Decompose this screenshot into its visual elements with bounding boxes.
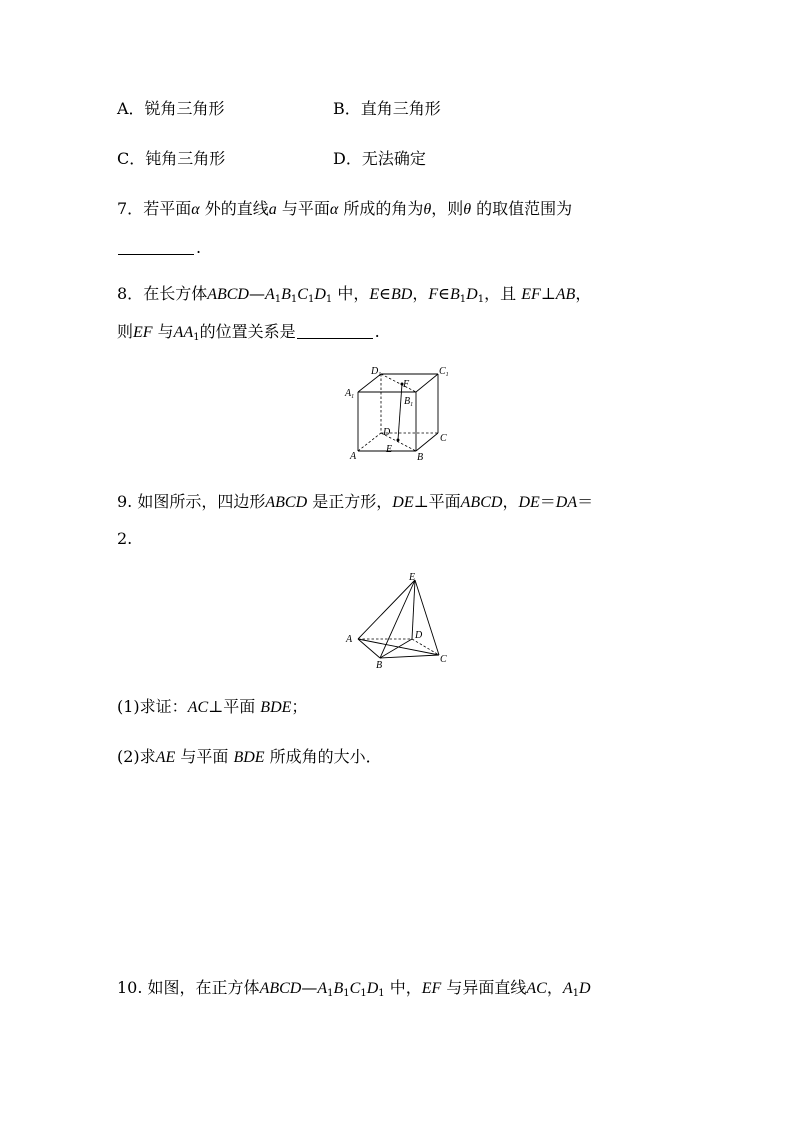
- label-F: F: [403, 379, 410, 390]
- label-C: C: [440, 433, 447, 444]
- label-B: B: [417, 452, 424, 463]
- q9-line2: 2.: [117, 529, 133, 548]
- label-C1: $C_1$: [439, 366, 449, 378]
- label-E: E: [409, 572, 416, 583]
- label-D: D: [415, 630, 423, 641]
- q6-option-c: C．钝角三角形: [117, 149, 226, 168]
- label-D: D: [383, 427, 391, 438]
- label-B1: $B_1$: [404, 396, 414, 408]
- answer-blank: [118, 240, 194, 255]
- label-A1: $A_1$: [345, 388, 355, 400]
- pyramid-figure: [340, 568, 460, 672]
- q10-line1: 10. 如图，在正方体$ABCD—A_1B_1C_1D_1$ 中，EF 与异面直线AC，$A_1D$: [117, 978, 591, 999]
- q8-line2: 则EF 与$AA_1$的位置关系是 .: [117, 322, 380, 343]
- q7-line2: .: [117, 237, 201, 259]
- q9-line1: 9. 如图所示，四边形ABCD 是正方形，DE⊥平面ABCD，DE＝DA＝: [117, 492, 594, 511]
- answer-blank: [297, 324, 373, 339]
- label-A: A: [350, 451, 357, 462]
- label-D1: $D_1$: [371, 366, 382, 378]
- label-B: B: [376, 660, 383, 671]
- q7-line1: 7．若平面α 外的直线a 与平面α 所成的角为θ，则θ 的取值范围为: [117, 199, 573, 218]
- q9-part1: (1)求证：AC⊥平面 BDE；: [117, 697, 308, 716]
- label-C: C: [440, 654, 447, 665]
- q8-line1: 8．在长方体$ABCD—A_1B_1C_1D_1$ 中，E∈BD，$F\in B_1D_1$，且 EF⊥AB，: [117, 284, 592, 305]
- q6-option-a: A．锐角三角形: [117, 99, 225, 118]
- label-E: E: [386, 444, 393, 455]
- q6-option-d: D．无法确定: [333, 149, 426, 168]
- cuboid-figure: [340, 362, 460, 466]
- q9-part2: (2)求AE 与平面 BDE 所成角的大小．: [117, 747, 382, 766]
- label-A: A: [346, 634, 353, 645]
- q6-option-b: B．直角三角形: [333, 99, 441, 118]
